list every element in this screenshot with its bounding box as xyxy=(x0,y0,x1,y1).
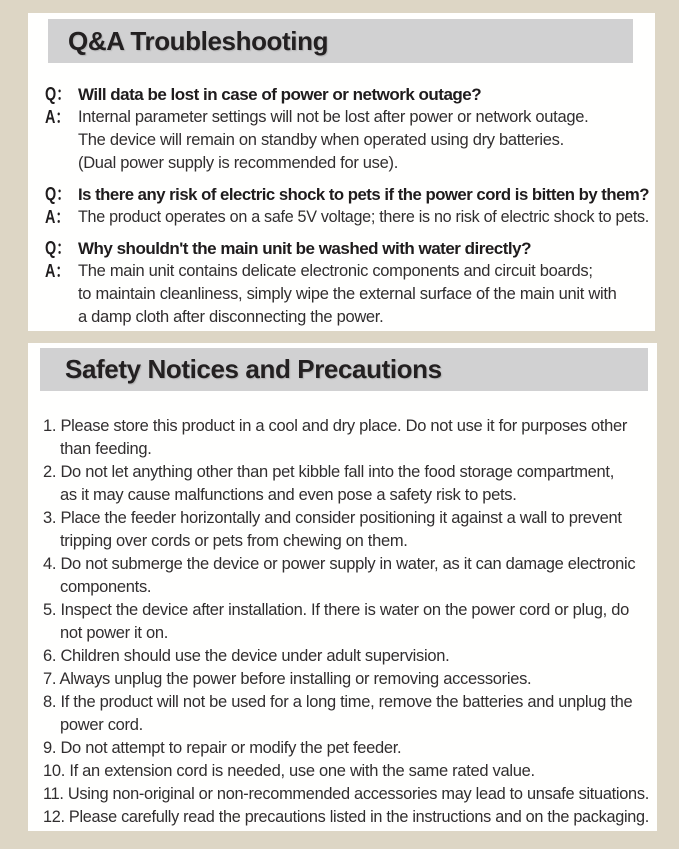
safety-item xyxy=(43,691,649,737)
answer-text-line: Internal parameter settings will not be lost after power or network outage. xyxy=(78,108,589,126)
safety-line: 5. Inspect the device after installation. If there is water on the power cord or plug, do xyxy=(43,601,629,619)
question-row xyxy=(45,183,649,206)
answer-text-line: The product operates on a safe 5V voltage; there is no risk of electric shock to pets. xyxy=(78,208,649,226)
answer-body xyxy=(78,260,649,329)
qa-list xyxy=(45,83,649,329)
safety-list xyxy=(43,415,649,829)
answer-text-line: The device will remain on standby when operated using dry batteries. xyxy=(78,131,564,149)
safety-line: tripping over cords or pets from chewing on them. xyxy=(60,532,408,550)
safety-line: 7. Always unplug the power before installing or removing accessories. xyxy=(43,670,532,688)
safety-item xyxy=(43,507,649,553)
safety-header-bar xyxy=(40,348,648,391)
answer-row xyxy=(45,206,649,229)
qa-troubleshooting-panel xyxy=(28,13,655,331)
safety-item xyxy=(43,737,649,760)
safety-line: 1. Please store this product in a cool and dry place. Do not use it for purposes other xyxy=(43,417,628,435)
question-text: Why shouldn't the main unit be washed with water directly? xyxy=(78,239,531,258)
safety-line: components. xyxy=(60,578,152,596)
safety-line: 10. If an extension cord is needed, use one with the same rated value. xyxy=(43,762,535,780)
safety-line: than feeding. xyxy=(60,440,152,458)
qa-header-bar xyxy=(48,19,633,63)
safety-item xyxy=(43,668,649,691)
answer-text-line: (Dual power supply is recommended for use). xyxy=(78,154,398,172)
qa-item xyxy=(45,237,649,329)
question-prefix: Q： xyxy=(45,84,71,104)
safety-line: not power it on. xyxy=(60,624,169,642)
safety-line: 11. Using non-original or non-recommended accessories may lead to unsafe situations. xyxy=(43,785,649,803)
safety-line: as it may cause malfunctions and even pose a safety risk to pets. xyxy=(60,486,517,504)
answer-body xyxy=(78,106,649,175)
answer-prefix: A： xyxy=(45,207,70,227)
safety-item xyxy=(43,415,649,461)
safety-item xyxy=(43,553,649,599)
safety-section-title: Safety Notices and Precautions xyxy=(65,354,442,384)
question-row xyxy=(45,237,649,260)
safety-line: 8. If the product will not be used for a long time, remove the batteries and unplug the xyxy=(43,693,633,711)
safety-item xyxy=(43,461,649,507)
answer-body xyxy=(78,206,649,229)
qa-section-title: Q&A Troubleshooting xyxy=(68,25,329,56)
answer-prefix: A： xyxy=(45,261,70,281)
safety-item xyxy=(43,806,649,829)
answer-row xyxy=(45,260,649,329)
answer-prefix: A： xyxy=(45,107,70,127)
question-body xyxy=(78,183,649,206)
safety-line: 9. Do not attempt to repair or modify the pet feeder. xyxy=(43,739,402,757)
question-prefix: Q： xyxy=(45,238,71,258)
question-prefix: Q： xyxy=(45,184,71,204)
answer-text-line: a damp cloth after disconnecting the power. xyxy=(78,308,384,326)
safety-item xyxy=(43,645,649,668)
safety-line: power cord. xyxy=(60,716,143,734)
safety-line: 2. Do not let anything other than pet kibble fall into the food storage compartment, xyxy=(43,463,615,481)
safety-item xyxy=(43,760,649,783)
safety-notices-panel xyxy=(28,343,657,831)
answer-text-line: to maintain cleanliness, simply wipe the external surface of the main unit with xyxy=(78,285,617,303)
safety-line: 12. Please carefully read the precautions listed in the instructions and on the packaging. xyxy=(43,808,649,826)
question-body xyxy=(78,237,649,260)
answer-row xyxy=(45,106,649,175)
question-text: Will data be lost in case of power or network outage? xyxy=(78,85,482,104)
question-body xyxy=(78,83,649,106)
safety-item xyxy=(43,783,649,806)
safety-line: 3. Place the feeder horizontally and consider positioning it against a wall to prevent xyxy=(43,509,622,527)
qa-item xyxy=(45,183,649,229)
safety-line: 6. Children should use the device under adult supervision. xyxy=(43,647,450,665)
safety-item xyxy=(43,599,649,645)
answer-text-line: The main unit contains delicate electronic components and circuit boards; xyxy=(78,262,593,280)
safety-line: 4. Do not submerge the device or power supply in water, as it can damage electronic xyxy=(43,555,636,573)
question-row xyxy=(45,83,649,106)
question-text: Is there any risk of electric shock to pets if the power cord is bitten by them? xyxy=(78,185,649,204)
qa-item xyxy=(45,83,649,175)
